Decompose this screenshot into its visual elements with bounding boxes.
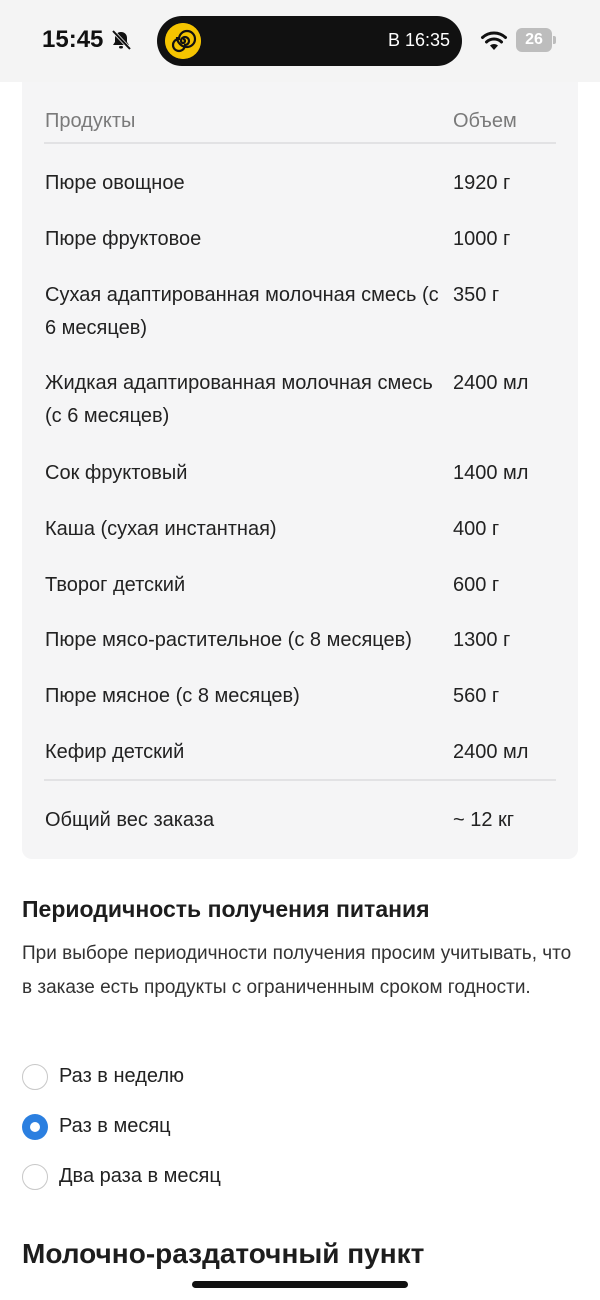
status-time: 15:45 [42,26,104,53]
products-table [22,82,578,859]
header-products: Продукты [45,110,136,132]
home-indicator[interactable] [192,1281,408,1288]
radio-button[interactable] [22,1064,48,1090]
header-volume: Объем [453,110,517,132]
radio-option-twice-monthly[interactable] [22,1164,422,1192]
product-volume: 600 г [453,574,500,596]
product-volume: 350 г [453,284,500,306]
product-name: Пюре мясо-растительное (с 8 месяцев) [45,629,412,651]
spiral-logo-icon [165,23,201,59]
status-bar [0,0,600,82]
radio-button-selected[interactable] [22,1114,48,1140]
periodicity-description: При выборе периодичности получения просим учитывать, что в заказе есть продукты с ограниченным сроком годности. [22,943,572,998]
total-value: ~ 12 кг [453,809,515,831]
battery-tip [553,36,556,44]
radio-option-weekly[interactable] [22,1064,422,1092]
product-volume: 400 г [453,518,500,540]
periodicity-title: Периодичность получения питания [22,896,430,922]
total-divider [44,779,556,781]
total-label: Общий вес заказа [45,809,215,831]
radio-label[interactable]: Два раза в месяц [59,1165,221,1187]
product-name: Пюре фруктовое [45,228,202,250]
product-volume: 1400 мл [453,462,529,484]
product-volume: 1920 г [453,172,511,194]
milk-point-title: Молочно-раздаточный пункт [22,1238,425,1269]
product-name: Жидкая адаптированная молочная смесь (с 6 месяцев) [45,372,433,427]
product-volume: 560 г [453,685,500,707]
battery-icon [516,28,556,52]
radio-option-monthly[interactable] [22,1114,422,1142]
product-name: Пюре овощное [45,172,185,194]
radio-button[interactable] [22,1164,48,1190]
bell-slash-icon [110,30,132,50]
product-volume: 2400 мл [453,372,529,394]
wifi-icon [480,30,508,52]
product-volume: 1000 г [453,228,511,250]
product-volume: 1300 г [453,629,511,651]
radio-label[interactable]: Раз в неделю [59,1065,185,1087]
dynamic-island[interactable] [157,16,462,66]
product-name: Сок фруктовый [45,462,188,484]
product-name: Творог детский [45,574,186,596]
product-volume: 2400 мл [453,741,529,763]
product-name: Каша (сухая инстантная) [45,518,277,540]
radio-label[interactable]: Раз в месяц [59,1115,171,1137]
product-name: Кефир детский [45,741,185,763]
battery-level: 26 [516,28,552,52]
header-divider [44,142,556,144]
product-name: Сухая адаптированная молочная смесь (с 6 месяцев) [45,284,439,339]
island-time: В 16:35 [387,30,450,50]
product-name: Пюре мясное (с 8 месяцев) [45,685,300,707]
